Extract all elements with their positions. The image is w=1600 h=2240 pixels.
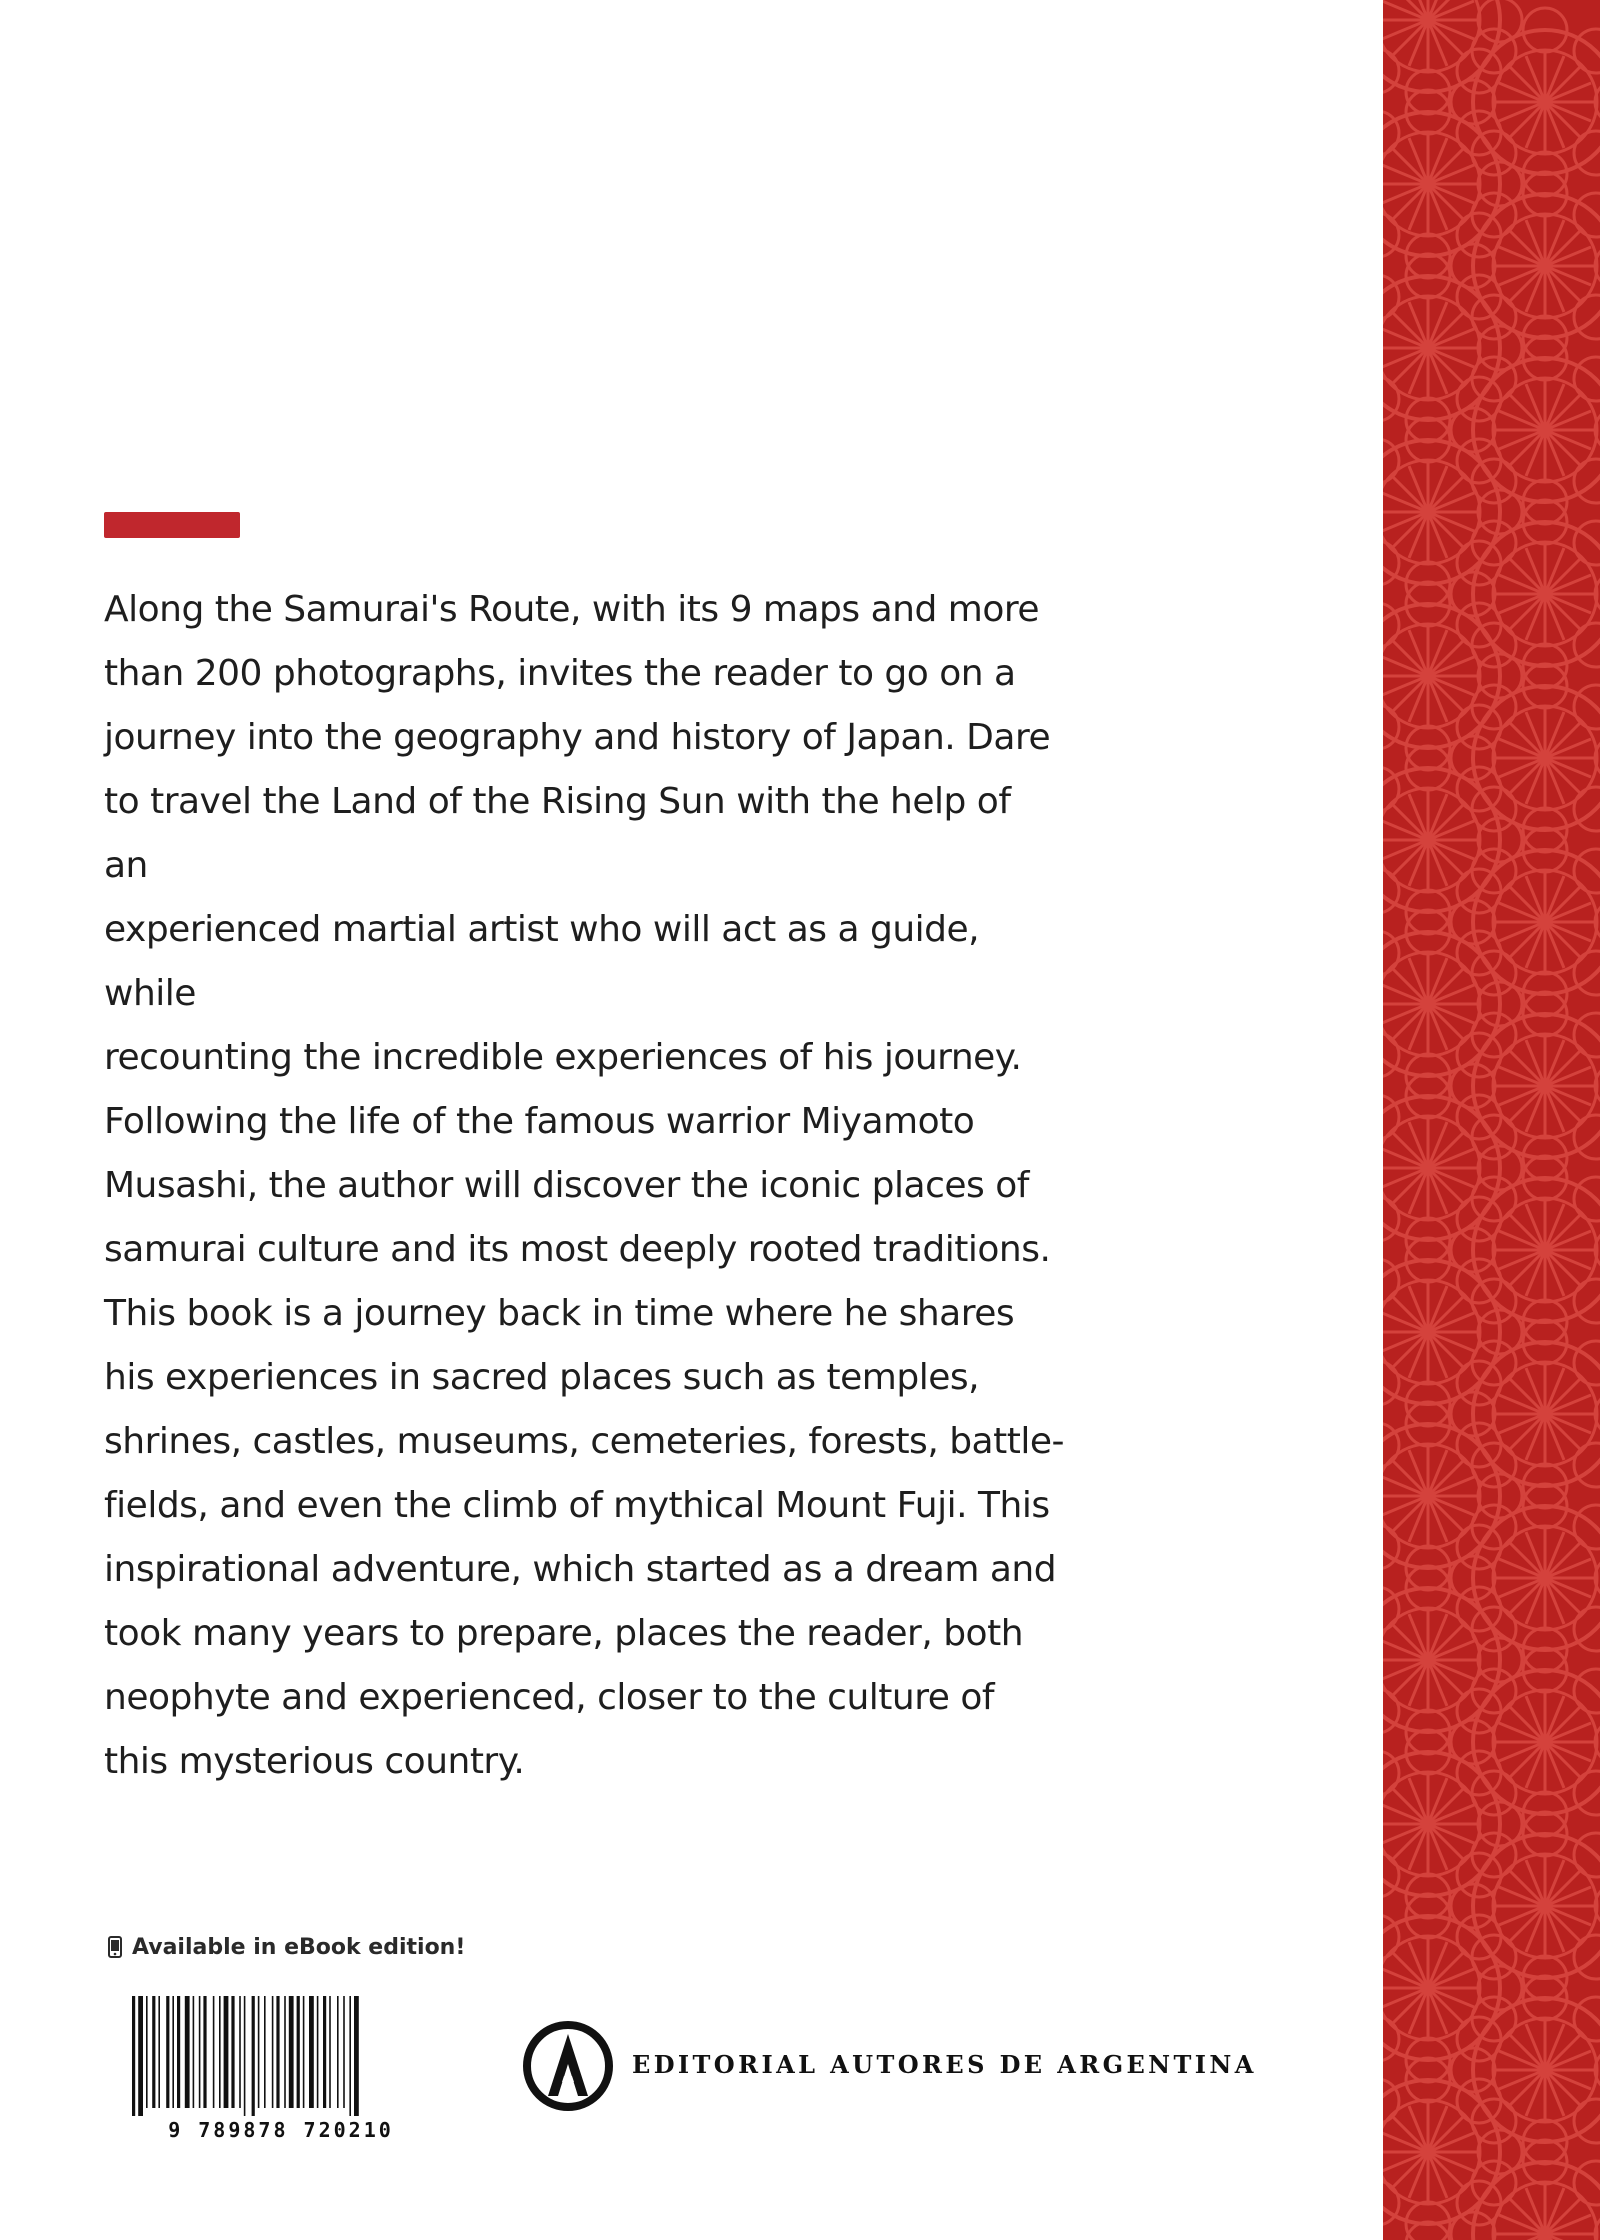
ebook-availability: [108, 1932, 465, 1962]
barcode-bar: [272, 1996, 274, 2108]
flower-motif: [1451, 172, 1600, 360]
accent-bar: [104, 512, 240, 538]
flower-motif: [1383, 1894, 1522, 2082]
barcode-bar: [276, 1996, 279, 2108]
barcode-bar: [203, 1996, 206, 2108]
flower-motif: [1383, 1730, 1522, 1918]
barcode-bar: [297, 1996, 300, 2108]
flower-motif: [1451, 2140, 1600, 2240]
flower-motif: [1383, 1238, 1522, 1426]
barcode-bar: [177, 1996, 180, 2108]
barcode-bar: [329, 1996, 331, 2108]
barcode-bar: [244, 1996, 246, 2116]
flower-motif: [1451, 1976, 1600, 2164]
flower-pattern-icon: [1383, 0, 1600, 2240]
barcode-bar: [289, 1996, 294, 2108]
flower-motif: [1383, 746, 1522, 934]
flower-motif: [1451, 1648, 1600, 1836]
barcode-bar: [343, 1996, 345, 2108]
flower-motif: [1383, 2058, 1522, 2240]
barcode-bar: [231, 1996, 234, 2108]
barcode-bar: [152, 1996, 155, 2108]
flower-motif: [1451, 1156, 1600, 1344]
flower-motif: [1451, 8, 1600, 196]
isbn-number: 9 789878 720210: [168, 2118, 394, 2142]
flower-motif: [1451, 992, 1600, 1180]
barcode-bar: [258, 1996, 260, 2108]
flower-motif: [1451, 1484, 1600, 1672]
barcode-bar: [132, 1996, 135, 2116]
barcode-bar: [158, 1996, 160, 2108]
flower-motif: [1451, 664, 1600, 852]
barcode-bar: [166, 1996, 169, 2108]
mobile-phone-icon: [108, 1936, 122, 1958]
flower-motif: [1383, 90, 1522, 278]
barcode-bar: [264, 1996, 266, 2108]
barcode-bar: [172, 1996, 174, 2108]
decorative-red-strip: [1383, 0, 1600, 2240]
flower-motif: [1451, 500, 1600, 688]
flower-motif: [1383, 254, 1522, 442]
barcode-bar: [354, 1996, 359, 2116]
barcode-icon: [128, 1996, 434, 2116]
barcode-bar: [146, 1996, 148, 2108]
flower-motif: [1451, 336, 1600, 524]
flower-motif: [1383, 1566, 1522, 1754]
barcode-bar: [309, 1996, 314, 2108]
flower-motif: [1451, 1812, 1600, 2000]
barcode-bar: [252, 1996, 255, 2116]
barcode-bar: [337, 1996, 339, 2108]
barcode-bar: [213, 1996, 215, 2108]
barcode-bar: [185, 1996, 190, 2108]
barcode-bar: [349, 1996, 351, 2116]
barcode-bar: [138, 1996, 143, 2116]
barcode-bar: [193, 1996, 195, 2108]
barcode-bar: [323, 1996, 326, 2108]
flower-motif: [1383, 1074, 1522, 1262]
publisher-logo-icon: [522, 2020, 614, 2112]
barcode-bar: [303, 1996, 305, 2108]
flower-motif: [1383, 582, 1522, 770]
publisher-name: EDITORIAL AUTORES DE ARGENTINA: [632, 2050, 1257, 2079]
barcode-bar: [224, 1996, 229, 2108]
flower-motif: [1451, 828, 1600, 1016]
barcode-bar: [284, 1996, 286, 2108]
barcode-bar: [219, 1996, 221, 2108]
flower-motif: [1383, 418, 1522, 606]
barcode-bar: [239, 1996, 241, 2108]
barcode-bar: [317, 1996, 319, 2108]
flower-motif: [1451, 1320, 1600, 1508]
barcode-bar: [199, 1996, 201, 2108]
back-cover-blurb: Along the Samurai's Route, with its 9 maps and more than 200 photographs, invites the reader to go on a journey into the geography and history of Japan. Dare to travel the Land of the Rising Sun with the help of an experienced martial artist who will act as a guide, while recounting the incredible experiences of his journey. Following the life of the famous warrior Miyamoto Musashi, the author will discover the iconic places of samurai culture and its most deeply rooted traditions. This book is a journey back in time where he shares his experiences in sacred places such as temples, shrines, castles, museums, cemeteries, forests, battle- fields, and even the climb of mythical Mount Fuji. This inspirational adventure, which started as a dream and took many years to prepare, places the reader, both neophyte and experienced, closer to the culture of this mysterious country.: [104, 589, 1064, 1782]
flower-motif: [1383, 910, 1522, 1098]
ebook-label: Available in eBook edition!: [132, 1934, 466, 1960]
flower-motif: [1383, 1402, 1522, 1590]
